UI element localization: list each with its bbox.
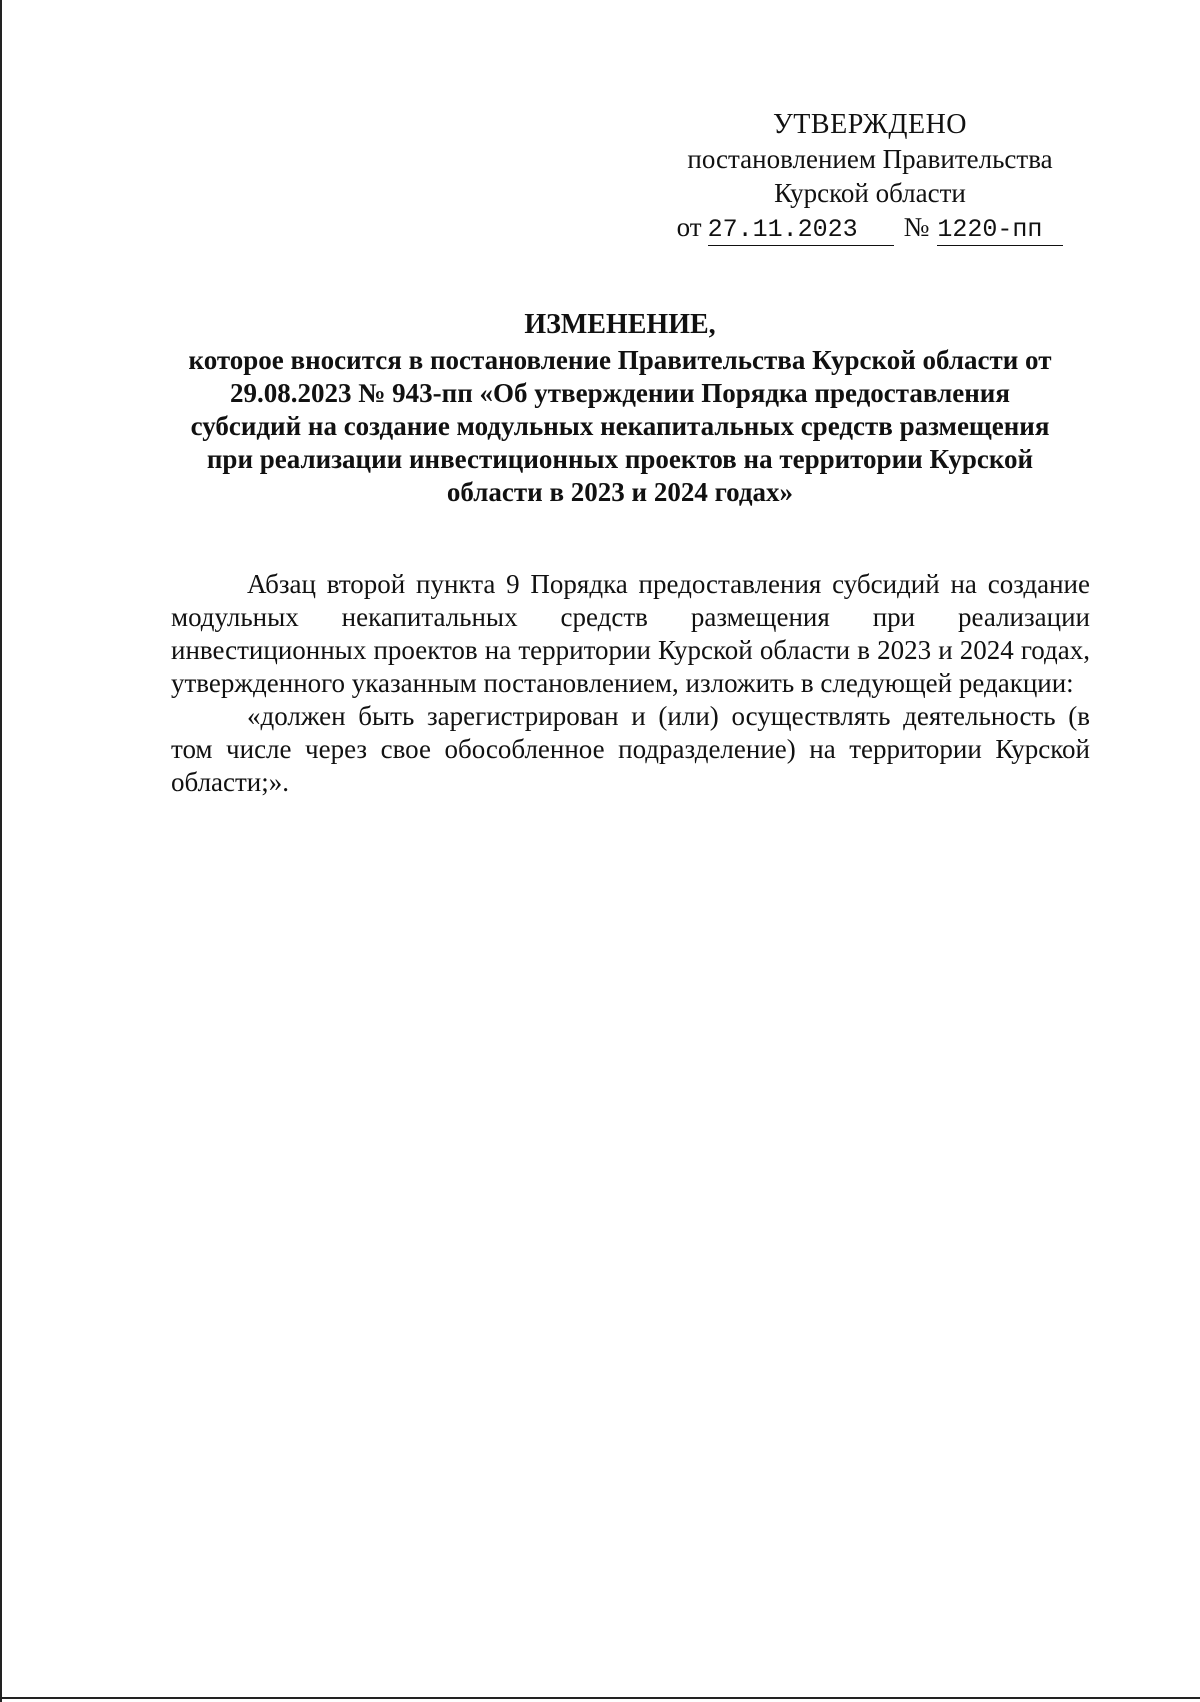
scan-edge-left (0, 0, 2, 1702)
from-label: от (676, 212, 702, 242)
body-paragraph: Абзац второй пункта 9 Порядка предоставления субсидий на создание модульных некапитальных средств размещения при реализации инвестиционных проектов на территории Курской области в 2023 и 2024 годах, утвержденного указанным постановлением, изложить в следующей редакции: (171, 569, 1090, 698)
number-sign: № (903, 212, 930, 242)
document-body (171, 568, 1090, 799)
document-title (160, 308, 1080, 509)
title-line: при реализации инвестиционных проектов на территории Курской (206, 444, 1034, 474)
title-line: субсидий на создание модульных некапитальных средств размещения (190, 411, 1050, 441)
scan-edge-bottom (0, 1697, 1200, 1699)
body-paragraph: «должен быть зарегистрирован и (или) осуществлять деятельность (в том числе через свое обособленное подразделение) на территории Курской области;». (171, 701, 1090, 797)
approval-line-2: Курской области (774, 178, 966, 208)
approval-date-number-line (660, 210, 1080, 246)
approval-date: 27.11.2023 (708, 215, 894, 246)
approval-line-1: постановлением Правительства (687, 144, 1053, 174)
approval-stamp-block (660, 108, 1080, 246)
title-line: 29.08.2023 № 943-пп «Об утверждении Порядка предоставления (230, 378, 1010, 408)
approved-heading: УТВЕРЖДЕНО (772, 109, 968, 140)
title-line: которое вносится в постановление Правительства Курской области от (188, 345, 1052, 375)
title-main: ИЗМЕНЕНИЕ, (524, 309, 716, 340)
title-line: области в 2023 и 2024 годах» (446, 477, 794, 507)
approval-number: 1220-пп (937, 215, 1063, 246)
